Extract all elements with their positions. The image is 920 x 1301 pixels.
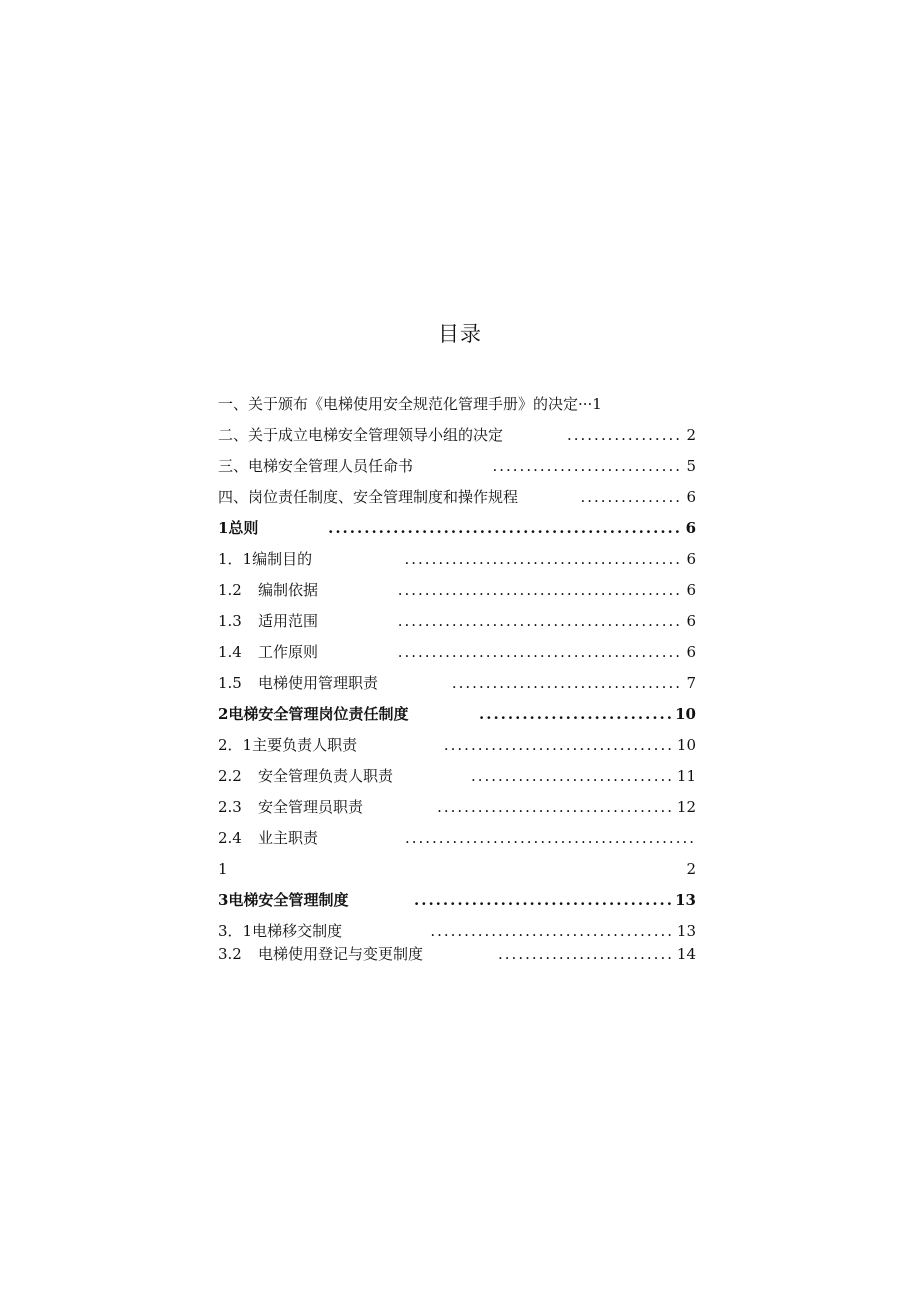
toc-entry-number: 1.4 (218, 643, 242, 661)
toc-entry-text: 业主职责 (258, 829, 319, 847)
toc-entry-rules[interactable] (218, 485, 696, 509)
toc-continuation-left: 1 (218, 860, 228, 878)
toc-entry-chapter-3[interactable] (218, 888, 696, 912)
toc-entry-number: 2.2 (218, 767, 242, 785)
toc-entry-1-1[interactable] (218, 547, 696, 571)
toc-leader-dots: ........................... (479, 705, 674, 723)
toc-entry-text: 1．1编制目的 (218, 550, 313, 568)
page-title: 目录 (438, 322, 482, 346)
toc-leader-dots: .......................................... (397, 643, 682, 661)
toc-entry-text: 工作原则 (258, 643, 319, 661)
toc-entry-text: 一、关于颁布《电梯使用安全规范化管理手册》的决定···1 (218, 395, 602, 413)
toc-page-number: 13 (675, 891, 696, 909)
toc-leader-dots: .................................... (430, 922, 674, 940)
toc-leader-dots: ............................ (492, 457, 682, 475)
toc-leader-dots: ................. (566, 426, 682, 444)
toc-leader-dots: .............................. (470, 767, 674, 785)
toc-entry-3-2[interactable] (218, 942, 696, 966)
toc-leader-dots: .......................... (498, 945, 674, 963)
toc-entry-1-3[interactable] (218, 609, 696, 633)
toc-leader-dots: ............... (580, 488, 682, 506)
toc-leader-dots: .................................. (451, 674, 682, 692)
toc-leader-dots: ........................................... (404, 829, 696, 847)
toc-leader-dots: .................................... (414, 891, 674, 909)
toc-entry-3-1[interactable] (218, 919, 696, 943)
toc-page-number: 10 (675, 705, 696, 723)
toc-entry-number: 1.3 (218, 612, 242, 630)
toc-page-number: 13 (676, 922, 696, 940)
toc-leader-dots: .......................................... (397, 581, 682, 599)
toc-entry-number: 2.3 (218, 798, 242, 816)
toc-entry-leading-group[interactable] (218, 423, 696, 447)
toc-leader-dots: .......................................... (397, 612, 682, 630)
toc-entry-number: 2.4 (218, 829, 242, 847)
toc-entry-text: 1总则 (218, 519, 259, 537)
toc-entry-text: 电梯使用管理职责 (258, 674, 379, 692)
toc-entry-number: 3.2 (218, 945, 242, 963)
toc-leader-dots: ................................... (437, 798, 674, 816)
toc-entry-text: 3电梯安全管理制度 (218, 891, 349, 909)
toc-entry-number: 1.2 (218, 581, 242, 599)
toc-entry-2-4-page-continuation[interactable] (218, 857, 696, 881)
toc-page-number: 10 (676, 736, 696, 754)
toc-page-number: 5 (686, 457, 696, 475)
toc-entry-text: 四、岗位责任制度、安全管理制度和操作规程 (218, 488, 519, 506)
toc-entry-chapter-2[interactable] (218, 702, 696, 726)
toc-entry-text: 电梯使用登记与变更制度 (258, 945, 424, 963)
toc-page-number: 6 (686, 488, 696, 506)
toc-entry-1-4[interactable] (218, 640, 696, 664)
toc-continuation-right: 2 (686, 860, 696, 878)
toc-entry-text: 3．1电梯移交制度 (218, 922, 343, 940)
table-of-contents (218, 392, 696, 963)
toc-page-number: 11 (676, 767, 696, 785)
toc-page-number: 6 (686, 581, 696, 599)
toc-entry-2-2[interactable] (218, 764, 696, 788)
toc-entry-text: 编制依据 (258, 581, 319, 599)
toc-entry-text: 安全管理员职责 (258, 798, 364, 816)
toc-entry-1-2[interactable] (218, 578, 696, 602)
toc-entry-text: 三、电梯安全管理人员任命书 (218, 457, 414, 475)
toc-entry-text: 安全管理负责人职责 (258, 767, 394, 785)
toc-page-number: 6 (686, 643, 696, 661)
toc-page-number: 14 (676, 945, 696, 963)
toc-entry-2-3[interactable] (218, 795, 696, 819)
toc-entry-appointment[interactable] (218, 454, 696, 478)
toc-entry-text: 二、关于成立电梯安全管理领导小组的决定 (218, 426, 504, 444)
toc-page-number: 12 (676, 798, 696, 816)
toc-entry-2-4[interactable] (218, 826, 696, 850)
toc-entry-1-5[interactable] (218, 671, 696, 695)
toc-entry-text: 适用范围 (258, 612, 319, 630)
toc-entry-text: 2电梯安全管理岗位责任制度 (218, 705, 409, 723)
toc-page-number: 6 (685, 519, 696, 537)
toc-leader-dots: ................................................. (328, 519, 682, 537)
toc-page-number: 6 (686, 550, 696, 568)
toc-entry-decision-manual[interactable] (218, 392, 696, 416)
toc-entry-text: 2．1主要负责人职责 (218, 736, 358, 754)
toc-page-number: 6 (686, 612, 696, 630)
toc-entry-2-1[interactable] (218, 733, 696, 757)
toc-page-number: 2 (686, 426, 696, 444)
toc-leader-dots: ......................................... (404, 550, 682, 568)
toc-entry-number: 1.5 (218, 674, 242, 692)
toc-page-number: 7 (686, 674, 696, 692)
toc-leader-dots: .................................. (443, 736, 674, 754)
toc-entry-general[interactable] (218, 516, 696, 540)
